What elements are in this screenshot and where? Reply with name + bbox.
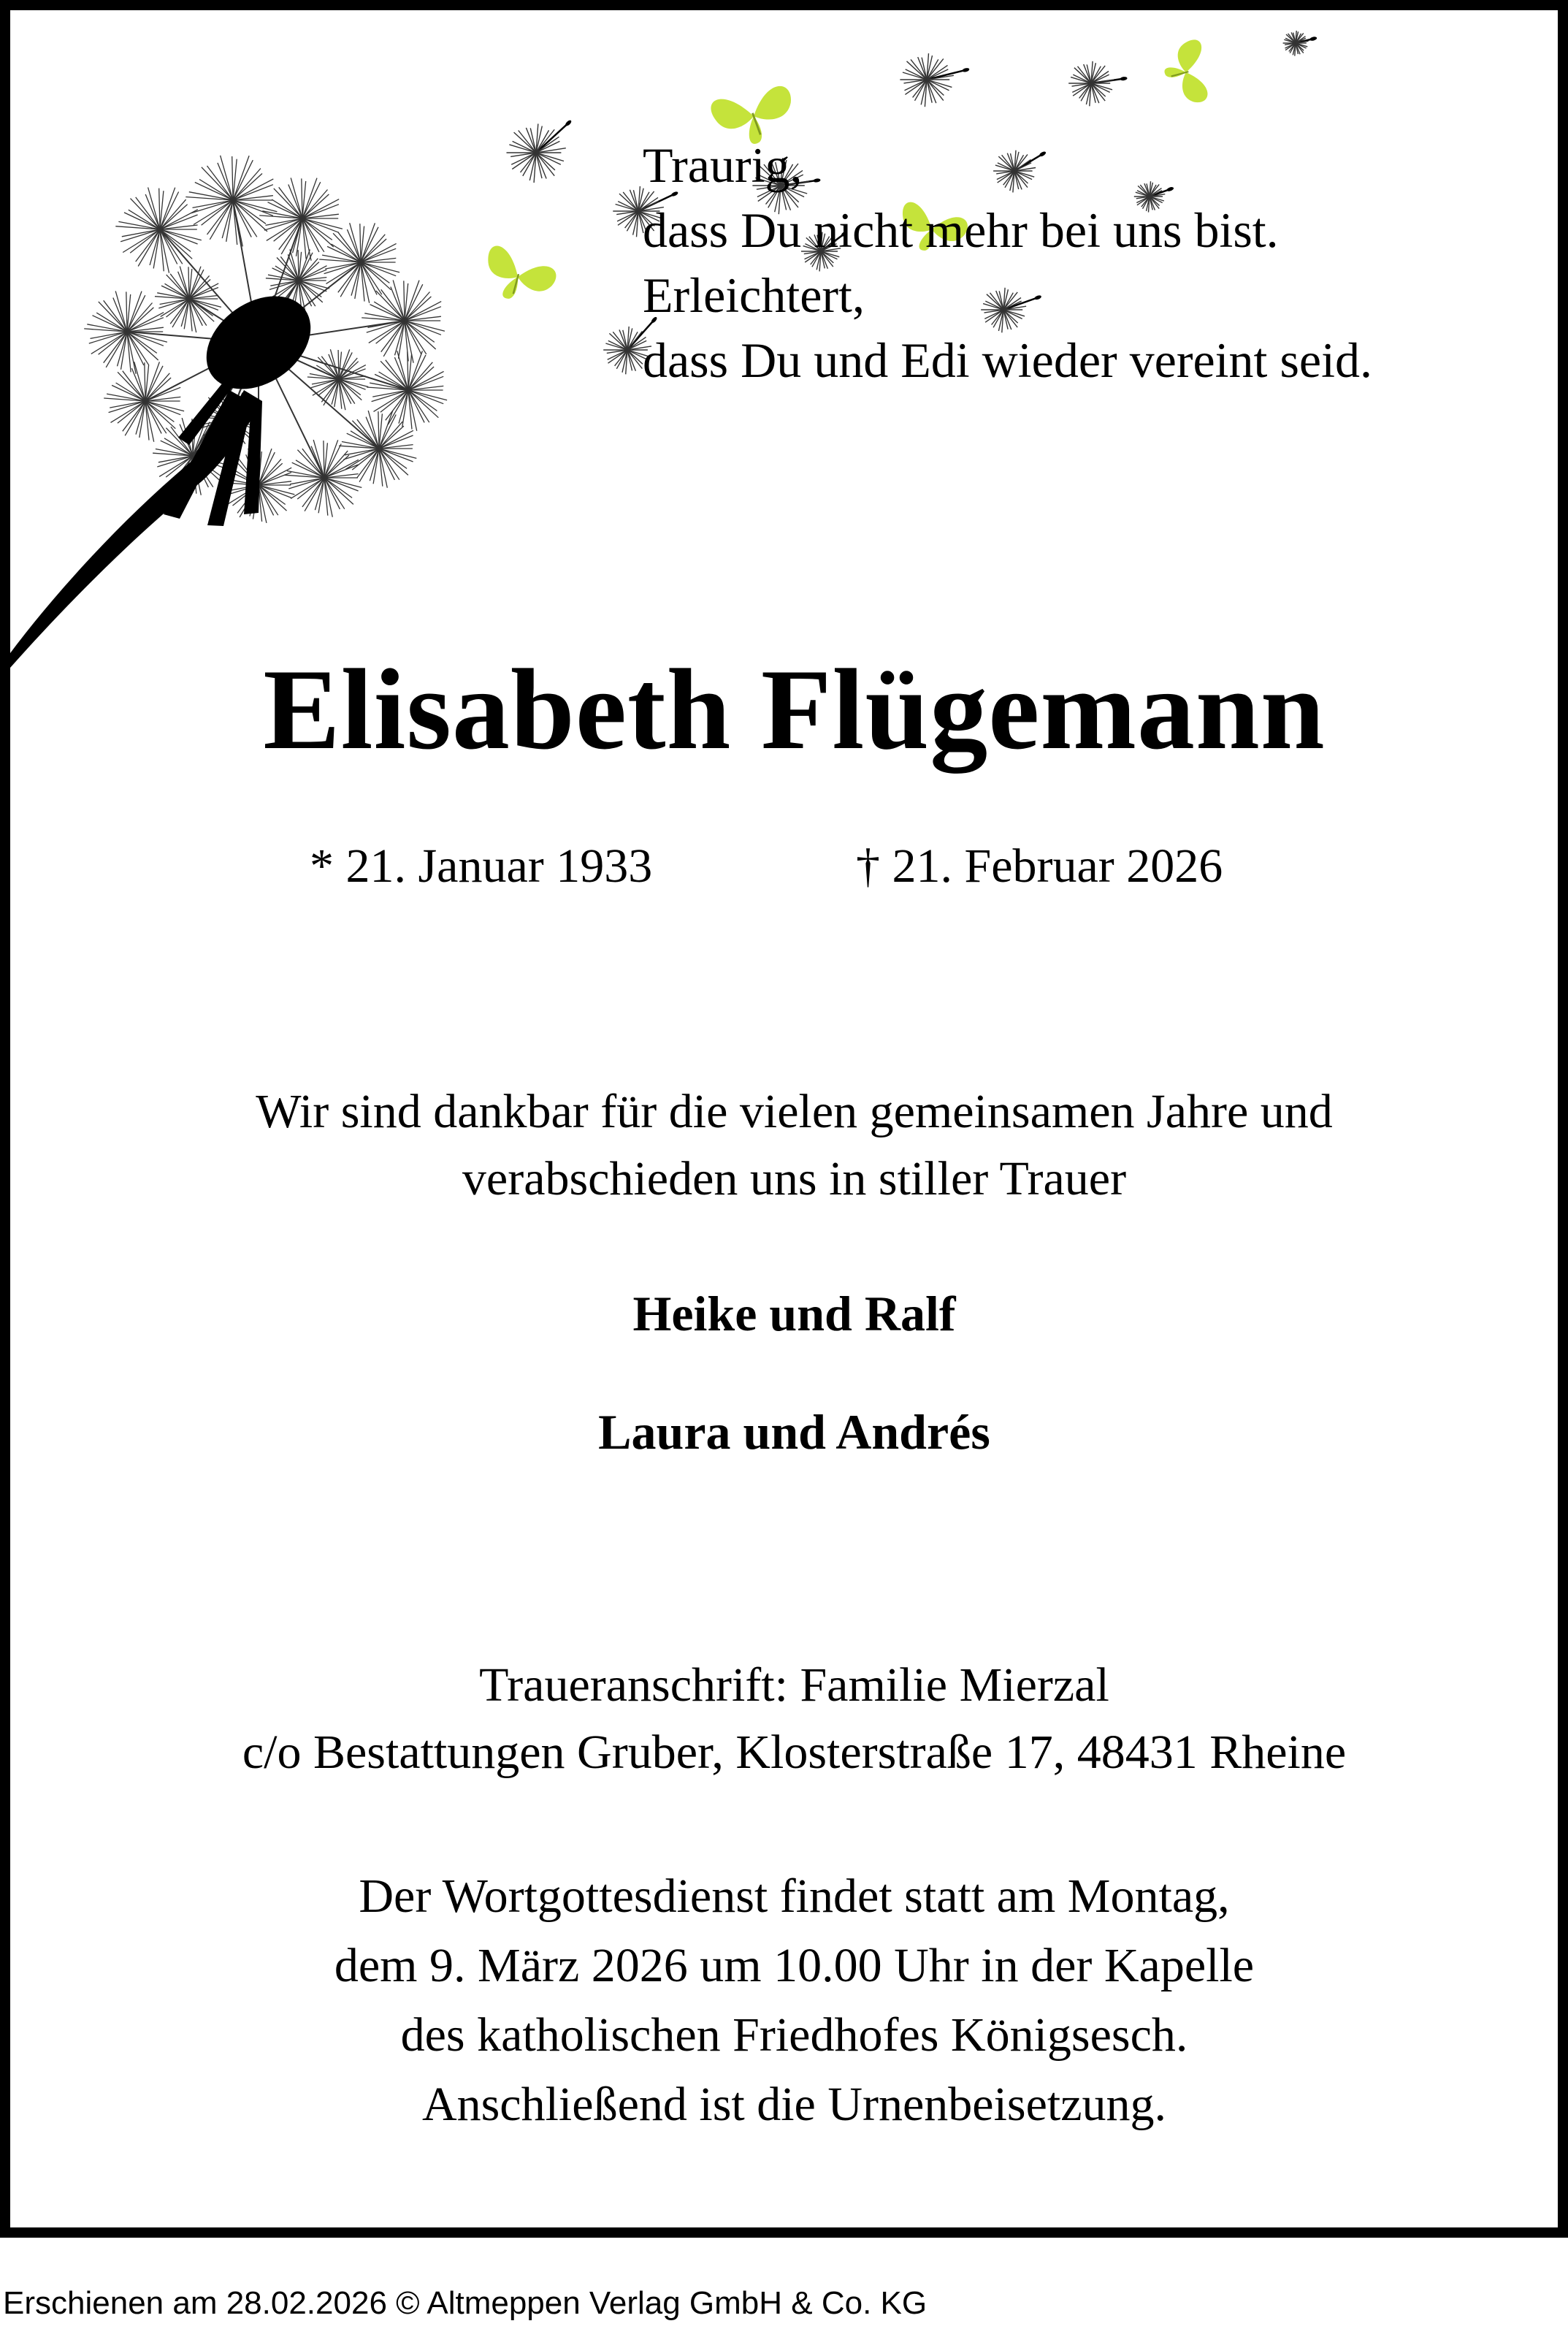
poem-line: Traurig, xyxy=(643,137,803,193)
seed-icon xyxy=(1283,31,1317,56)
service-line: Anschließend ist die Urnenbeisetzung. xyxy=(421,2078,1167,2131)
mourner-name: Heike und Ralf xyxy=(632,1286,956,1341)
butterfly-icon xyxy=(1158,38,1215,109)
publication-footer: Erschienen am 28.02.2026 © Altmeppen Verlag GmbH & Co. KG xyxy=(3,2285,928,2321)
deceased-name: Elisabeth Flügemann xyxy=(263,646,1326,774)
mourning-address xyxy=(10,1652,1568,1786)
birth-date: * 21. Januar 1933 xyxy=(310,839,653,893)
address-line: c/o Bestattungen Gruber, Klosterstraße 17, 48431 Rheine xyxy=(242,1726,1347,1779)
death-date: † 21. Februar 2026 xyxy=(856,839,1223,893)
service-info xyxy=(10,1861,1568,2139)
seed-icon xyxy=(507,119,573,183)
butterfly-icon xyxy=(479,244,560,309)
mourner-name: Laura und Andrés xyxy=(598,1404,990,1460)
dandelion-icon xyxy=(10,156,447,668)
gratitude-line: Wir sind dankbar für die vielen gemeinsamen Jahre und xyxy=(256,1085,1333,1138)
service-line: dem 9. März 2026 um 10.00 Uhr in der Kapelle xyxy=(334,1939,1255,1992)
gratitude-line: verabschieden uns in stiller Trauer xyxy=(462,1152,1127,1205)
service-line: Der Wortgottesdienst findet statt am Montag, xyxy=(359,1869,1230,1923)
poem-line: dass Du und Edi wieder vereint seid. xyxy=(643,332,1372,388)
seed-icon xyxy=(900,53,969,107)
poem-line: Erleichtert, xyxy=(643,267,865,323)
gratitude-text xyxy=(10,1078,1568,1213)
poem xyxy=(643,133,1372,393)
poem-line: dass Du nicht mehr bei uns bist. xyxy=(643,202,1279,258)
service-line: des katholischen Friedhofes Königsesch. xyxy=(400,2008,1188,2062)
address-line: Traueranschrift: Familie Mierzal xyxy=(479,1658,1109,1712)
seed-icon xyxy=(1068,61,1128,107)
